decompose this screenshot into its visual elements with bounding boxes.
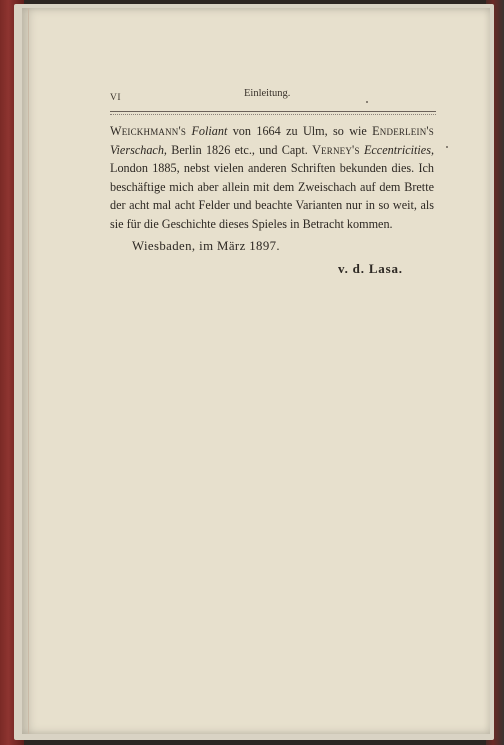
text-segment: Berlin 1826 etc., und Capt. [166, 142, 313, 157]
book-page [22, 8, 490, 734]
text-segment: Weickhmann's [110, 124, 187, 138]
text-segment: London 1885, nebst vielen anderen Schriften bekunden dies. Ich beschäftige mich aber allein mit dem Zweischach auf dem Brette der acht mal acht Felder und beachte Varianten nur in so weit, als sie für die Geschichte dieses Spieles in Betracht kommen. [110, 161, 434, 231]
text-segment: Verney's [312, 142, 360, 157]
text-segment: Eccentricities, [363, 142, 435, 157]
gutter-line [28, 8, 29, 734]
header-rule [110, 111, 436, 115]
text-segment: von 1664 zu Ulm, so wie [227, 124, 373, 138]
dateline: Wiesbaden, im März 1897. [132, 239, 281, 253]
running-header [110, 88, 436, 104]
body-paragraph [110, 122, 434, 234]
running-title: Einleitung. [244, 88, 291, 99]
paper-speck [446, 146, 448, 148]
text-segment: Enderlein's [372, 124, 434, 138]
paper-speck [366, 101, 368, 103]
signature: v. d. Lasa. [338, 261, 403, 276]
text-segment: Vierschach, [110, 142, 167, 157]
text-segment: Foliant [191, 124, 228, 138]
page-number: VI [110, 93, 122, 103]
